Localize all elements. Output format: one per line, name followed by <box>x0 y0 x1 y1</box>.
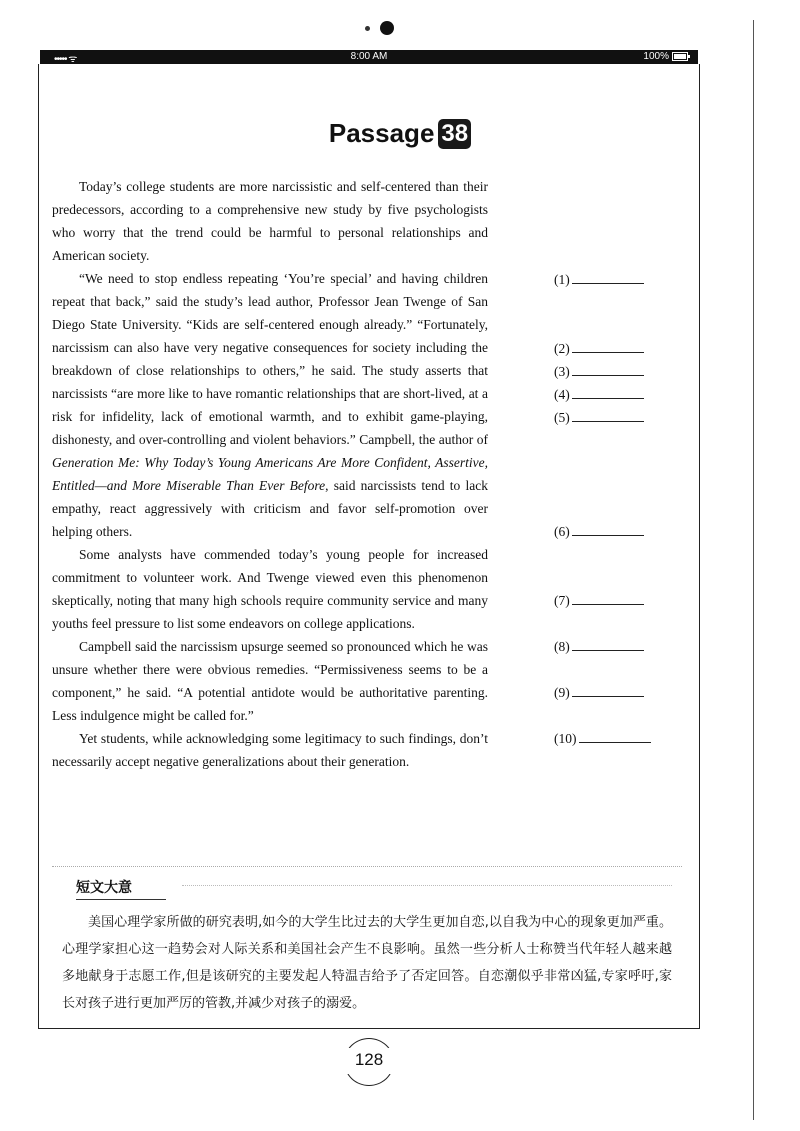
blank-line[interactable] <box>572 385 644 399</box>
answer-blank[interactable] <box>554 339 644 357</box>
answer-blank[interactable] <box>554 362 644 380</box>
passage-body <box>52 175 488 773</box>
blank-label: (4) <box>554 387 570 402</box>
answer-blank[interactable] <box>554 591 644 609</box>
summary-heading: 短文大意 <box>76 877 132 897</box>
summary-divider <box>182 885 672 886</box>
blank-label: (5) <box>554 410 570 425</box>
answer-blank[interactable] <box>554 683 644 701</box>
blank-label: (9) <box>554 685 570 700</box>
passage-paragraph: Yet students, while acknowledging some legitimacy to such findings, don’t necessarily accept negative generalizations about their generation. <box>52 731 488 769</box>
page-number: 128 <box>354 1050 384 1069</box>
status-time: 8:00 AM <box>350 51 388 62</box>
answer-blank[interactable] <box>554 637 644 655</box>
page-edge-rule <box>753 20 754 1120</box>
blank-line[interactable] <box>572 339 644 353</box>
blank-line[interactable] <box>572 637 644 651</box>
page-title <box>0 118 800 149</box>
summary-text: 美国心理学家所做的研究表明,如今的大学生比过去的大学生更加自恋,以自我为中心的现象更加严重。心理学家担心这一趋势会对人际关系和美国社会产生不良影响。虽然一些分析人士称赞当代年轻人越来越多地献身于志愿工作,但是该研究的主要发起人特温吉给予了否定回答。自恋潮似乎非常凶猛,专家呼吁,家长对孩子进行更加严厉的管教,并减少对孩子的溺爱。 <box>62 915 672 1011</box>
blank-label: (2) <box>554 341 570 356</box>
device-camera <box>365 18 394 38</box>
wifi-icon: ᯤ <box>68 54 77 65</box>
summary-box <box>52 866 682 1017</box>
blank-label: (3) <box>554 364 570 379</box>
blank-label: (6) <box>554 524 570 539</box>
passage-title-text: Passage <box>328 118 435 148</box>
battery-icon <box>672 52 688 61</box>
blank-label: (10) <box>554 731 577 746</box>
answer-blank[interactable] <box>554 522 644 540</box>
answer-blank[interactable] <box>554 385 644 403</box>
passage-paragraph: Some analysts have commended today’s young people for increased commitment to volunteer work. And Twenge viewed even this phenomenon skeptically, noting that many high schools require community service and many youths feel pressure to list some endeavors on college applications. <box>52 547 488 631</box>
battery-percent: 100% <box>643 51 669 62</box>
blank-line[interactable] <box>572 591 644 605</box>
blank-line[interactable] <box>572 683 644 697</box>
blank-line[interactable] <box>572 408 644 422</box>
passage-paragraph: Today’s college students are more narcissistic and self-centered than their predecessors, according to a comprehensive new study by five psychologists who worry that the trend could be harmful to personal relationships and American society. <box>52 179 488 263</box>
blank-label: (1) <box>554 272 570 287</box>
blank-line[interactable] <box>572 362 644 376</box>
camera-lens-icon <box>380 21 394 35</box>
blank-line[interactable] <box>579 729 651 743</box>
camera-sensor-icon <box>365 26 370 31</box>
answer-blank[interactable] <box>554 270 644 288</box>
signal-dots-icon: ••••• <box>54 54 67 65</box>
blank-line[interactable] <box>572 522 644 536</box>
page-number-badge <box>340 1038 400 1088</box>
blank-label: (7) <box>554 593 570 608</box>
answer-blank[interactable] <box>554 408 644 426</box>
answer-blank[interactable] <box>554 729 651 747</box>
blank-label: (8) <box>554 639 570 654</box>
passage-paragraph: “We need to stop endless repeating ‘You’re special’ and having children repeat that back,” said the study’s lead author, Professor Jean Twenge of San Diego State University. “Kids are self-centered enough already.” “Fortunately, narcissism can also have very negative consequences for society including the breakdown of close relationships to others,” he said. The study asserts that narcissists “are more like to have romantic relationships that are short-lived, at a risk for infidelity, lack of emotional warmth, and to exhibit game-playing, dishonesty, and over-controlling and violent behaviors.” Campbell, the author of Generation Me: Why Today’s Young Americans Are More Confident, Assertive, Entitled—and More Miserable Than Ever Before, said narcissists tend to lack empathy, react aggressively with criticism and favor self-promotion over helping others. <box>52 271 488 539</box>
blank-line[interactable] <box>572 270 644 284</box>
passage-paragraph: Campbell said the narcissism upsurge seemed so pronounced which he was unsure whether there were obvious remedies. “Permissiveness seems to be a component,” he said. “A potential antidote would be authoritative parenting. Less indulgence might be called for.” <box>52 639 488 723</box>
passage-number-badge: 38 <box>438 119 471 149</box>
battery-indicator <box>643 51 688 62</box>
status-bar <box>40 50 698 64</box>
book-title: Generation Me: Why Today’s Young Americans Are More Confident, Assertive, Entitled—and More Miserable Than Ever Before <box>52 455 488 493</box>
